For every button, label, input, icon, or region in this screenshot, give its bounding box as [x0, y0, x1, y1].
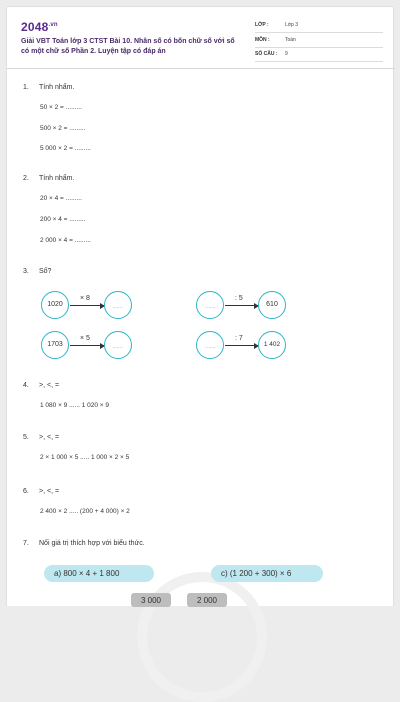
question-5-heading	[23, 434, 59, 441]
q3-operator-2: × 5	[80, 335, 90, 342]
question-5-number: 5.	[23, 434, 29, 441]
question-4-text: >, <, =	[39, 382, 60, 389]
q3-arrow-2	[70, 345, 104, 346]
q3-arrow-3	[225, 305, 258, 306]
worksheet	[6, 6, 394, 606]
q3-operator-4: : 7	[235, 335, 243, 342]
logo-suffix: .vn	[48, 22, 58, 28]
q7-expression-c[interactable]: c) (1 200 + 300) × 6	[211, 565, 323, 582]
meta-key-count: SỐ CÂU :	[255, 51, 278, 57]
question-2-number: 2.	[23, 175, 29, 182]
q7-value-2[interactable]: 2 000	[187, 593, 227, 607]
question-1-line-3: 5 000 × 2 = .........	[40, 145, 91, 152]
site-logo[interactable]	[21, 20, 58, 34]
q3-answer-circle-3[interactable]: ........	[196, 291, 224, 319]
question-7-heading	[23, 540, 145, 547]
question-7-number: 7.	[23, 540, 29, 547]
q3-arrow-4	[225, 345, 258, 346]
meta-value-class: Lớp 3	[285, 22, 299, 28]
q3-answer-circle-4[interactable]: ........	[196, 331, 224, 359]
q3-answer-circle-1[interactable]: ........	[104, 291, 132, 319]
meta-count-row	[255, 50, 383, 62]
question-1-text: Tính nhẩm.	[39, 84, 75, 91]
q3-end-circle-2: 1 402	[258, 331, 286, 359]
q3-start-circle-1: 1020	[41, 291, 69, 319]
question-1-line-1: 50 × 2 = .........	[40, 104, 82, 111]
q3-end-circle-1: 610	[258, 291, 286, 319]
question-1-heading	[23, 84, 74, 91]
meta-key-class: LỚP :	[255, 22, 269, 28]
question-5-text: >, <, =	[39, 434, 60, 441]
question-1-line-2: 500 × 2 = .........	[40, 125, 86, 132]
question-3-heading	[23, 268, 51, 275]
question-2-line-1: 20 × 4 = .........	[40, 195, 82, 202]
header-divider	[7, 68, 395, 69]
header	[7, 7, 395, 69]
q3-operator-3: : 5	[235, 295, 243, 302]
q3-answer-circle-2[interactable]: ........	[104, 331, 132, 359]
question-4-heading	[23, 382, 59, 389]
document-title: Giải VBT Toán lớp 3 CTST Bài 10. Nhân số có bốn chữ số với số có một chữ số Phần 2. Luyện tập có đáp án	[21, 38, 235, 55]
question-2-line-3: 2 000 × 4 = .........	[40, 237, 91, 244]
meta-value-count: 9	[285, 51, 288, 57]
question-3-number: 3.	[23, 268, 29, 275]
q3-arrow-1	[70, 305, 104, 306]
question-2-text: Tính nhẩm.	[39, 175, 75, 182]
meta-subject-row	[255, 36, 383, 48]
question-2-line-2: 200 × 4 = .........	[40, 216, 86, 223]
meta-class-row	[255, 21, 383, 33]
meta-value-subject: Toán	[285, 37, 296, 43]
question-6-line-1: 2 400 × 2 ..... (200 + 4 000) × 2	[40, 508, 130, 515]
question-5-line-1: 2 × 1 000 × 5 ..... 1 000 × 2 × 5	[40, 454, 130, 461]
question-1-number: 1.	[23, 84, 29, 91]
meta-key-subject: MÔN :	[255, 37, 270, 43]
logo-text: 2048	[21, 20, 49, 34]
question-6-number: 6.	[23, 488, 29, 495]
question-4-number: 4.	[23, 382, 29, 389]
question-2-heading	[23, 175, 74, 182]
watermark-seal	[137, 572, 267, 702]
question-7-text: Nối giá trị thích hợp với biểu thức.	[39, 540, 145, 547]
q7-value-1[interactable]: 3 000	[131, 593, 171, 607]
question-6-heading	[23, 488, 59, 495]
q3-operator-1: × 8	[80, 295, 90, 302]
question-3-text: Số?	[39, 268, 52, 275]
q7-expression-a[interactable]: a) 800 × 4 + 1 800	[44, 565, 154, 582]
question-6-text: >, <, =	[39, 488, 60, 495]
question-4-line-1: 1 080 × 9 ...... 1 020 × 9	[40, 402, 110, 409]
q3-start-circle-2: 1703	[41, 331, 69, 359]
